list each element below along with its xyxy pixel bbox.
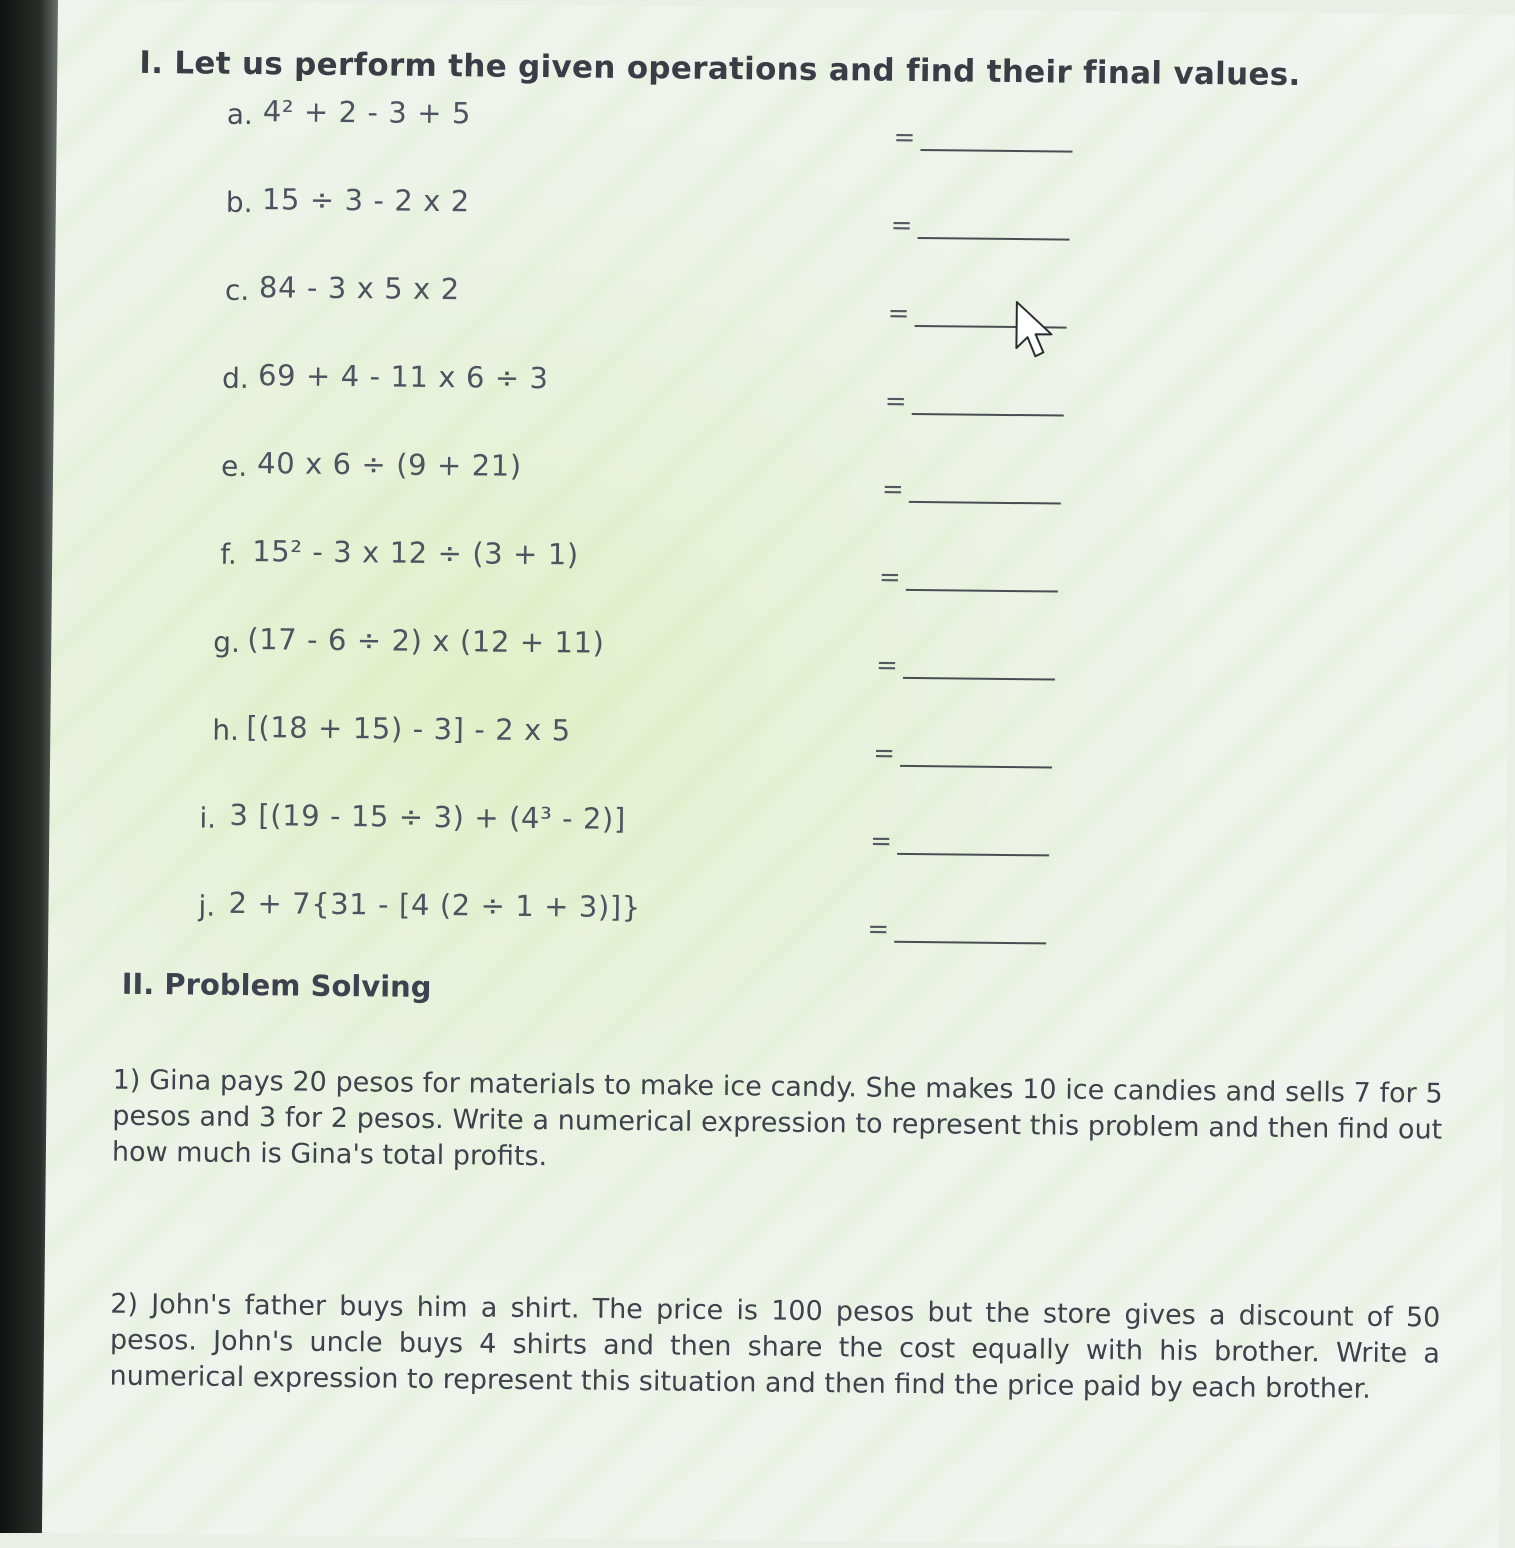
exercise-item-f (52, 532, 1153, 624)
item-expression: 69 + 4 - 11 x 6 ÷ 3 (257, 358, 549, 396)
answer-blank[interactable] (906, 589, 1058, 593)
item-label: g. (213, 625, 241, 659)
problem-2-text: 2) John's father buys him a shirt. The price is 100 pesos but the store gives a discount of 50 pesos. John's uncle buys 4 shirts and then share the cost equally with his brother. Write a numerical expression to represent this situation and then find the price paid by each brother. (109, 1288, 1441, 1405)
answer-blank[interactable] (894, 941, 1046, 945)
exercise-item-e (53, 444, 1154, 536)
equals-sign: = (872, 738, 896, 769)
item-expression: 15² - 3 x 12 ÷ (3 + 1) (252, 534, 579, 572)
item-label: i. (199, 801, 217, 835)
item-label: c. (224, 273, 250, 308)
answer-blank[interactable] (900, 765, 1052, 769)
exercise-item-d (53, 356, 1154, 448)
exercise-item-i (49, 796, 1150, 888)
exercise-item-c (54, 268, 1155, 360)
equals-sign: = (878, 562, 901, 593)
item-expression: 4² + 2 - 3 + 5 (262, 94, 472, 131)
answer-blank[interactable] (920, 149, 1072, 153)
answer-blank[interactable] (918, 237, 1070, 241)
answer-blank[interactable] (909, 501, 1061, 505)
item-label: j. (198, 889, 216, 923)
answer-blank[interactable] (903, 677, 1055, 681)
exercise-item-g (51, 620, 1152, 712)
equals-sign: = (875, 650, 899, 681)
equals-sign: = (884, 386, 907, 417)
item-label: d. (221, 361, 249, 396)
answer-blank[interactable] (912, 413, 1064, 417)
equals-sign: = (890, 210, 913, 241)
item-expression: [(18 + 15) - 3] - 2 x 5 (246, 710, 571, 748)
item-expression: 2 + 7{31 - [4 (2 ÷ 1 + 3)]} (228, 885, 642, 925)
exercise-item-h (50, 708, 1151, 800)
equals-sign: = (870, 826, 893, 857)
item-label: b. (225, 185, 253, 220)
equals-sign: = (893, 122, 916, 153)
problem-1-text: 1) Gina pays 20 pesos for materials to make ice candy. She makes 10 ice candies and sells 7 for 5 pesos and 3 for 2 pesos. Write a numerical expression to represent this problem and then find out how much is Gina's total profits. (111, 1064, 1443, 1173)
exercise-item-b (55, 180, 1156, 272)
item-expression: 40 x 6 ÷ (9 + 21) (256, 446, 522, 483)
item-label: a. (226, 97, 254, 132)
mouse-pointer-icon (1014, 300, 1055, 360)
item-expression: (17 - 6 ÷ 2) x (12 + 11) (247, 622, 605, 660)
item-expression: 3 [(19 - 15 ÷ 3) + (4³ - 2)] (229, 797, 627, 836)
item-label: e. (220, 449, 248, 484)
worksheet-screen (42, 0, 1515, 1548)
item-label: h. (212, 713, 240, 747)
equals-sign: = (881, 474, 904, 505)
exercise-item-j (48, 884, 1149, 976)
answer-blank[interactable] (897, 853, 1049, 857)
exercise-item-a (56, 92, 1157, 184)
equals-sign: = (887, 298, 910, 329)
section2-title: II. Problem Solving (121, 966, 432, 1004)
item-expression: 84 - 3 x 5 x 2 (258, 270, 460, 307)
item-label: f. (220, 537, 238, 571)
section1-title: I. Let us perform the given operations and find their final values. (139, 44, 1301, 94)
item-expression: 15 ÷ 3 - 2 x 2 (261, 182, 470, 219)
equals-sign: = (867, 914, 890, 945)
